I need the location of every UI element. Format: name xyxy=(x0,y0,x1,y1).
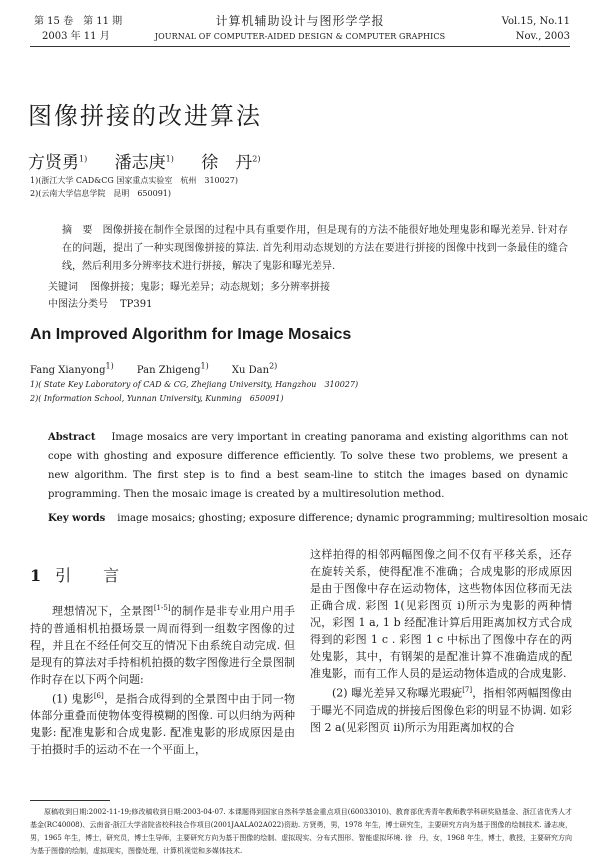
body-column-left xyxy=(30,600,295,758)
footnote-divider xyxy=(30,800,110,801)
affiliations-cn xyxy=(30,174,238,200)
author-en: Xu Dan$^{2)}$ xyxy=(231,362,278,377)
section-number: 1 xyxy=(30,566,42,585)
paragraph: (1) 鬼影[6]，是指合成得到的全景图中由于同一物体部分重叠而使物体变得模糊的图像. 可以归纳为两种鬼影: 配准鬼影和合成鬼影. 配准鬼影的形成原因是由于拍摄时手的运动不在一个平面上， xyxy=(30,691,295,757)
paper-title-en: An Improved Algorithm for Image Mosaics xyxy=(30,326,352,343)
author-en: Fang Xianyong$^{1)}$ xyxy=(30,362,114,377)
volume-issue-cn: 第 15 卷 第 11 期 xyxy=(34,16,123,27)
abstract-text-cn: 图像拼接在制作全景图的过程中具有重要作用，但是现有的方法不能很好地处理鬼影和曝光差异. 针对存在的问题，提出了一种实现图像拼接的算法. 首先利用动态规划的方法在要进行拼接的图像中找到一条最佳的缝合线，然后利用多分辨率技术进行拼接，解决了鬼影和曝光差异. xyxy=(62,225,569,272)
paper-title-cn: 图像拼接的改进算法 xyxy=(28,102,262,130)
citation[interactable]: [1-5] xyxy=(153,604,171,612)
paragraph: 这样拍得的相邻两幅图像之间不仅有平移关系，还存在旋转关系，使得配准不准确；合成鬼影的形成原因是由于图像中存在运动物体，这些物体因位移而无法正确合成. 彩图 1(见彩图页 i)所示为鬼影的两种情况，彩图 1 a, 1 b 经配准计算后用距离加权方式合成得到的彩图 1 c . 彩图 1 c 中标出了图像中存在的两处鬼影，其中，有钢架的是配准计算不准确造成的配准鬼影，而有工作人员的是运动物体造成的合成鬼影. xyxy=(310,548,572,680)
date-en: Nov., 2003 xyxy=(515,31,570,42)
abstract-cn xyxy=(62,222,568,276)
journal-name-cn: 计算机辅助设计与图形学学报 xyxy=(215,14,385,28)
section-title: 引 言 xyxy=(55,566,120,585)
body-column-right xyxy=(310,546,572,736)
paragraph: (2) 曝光差异又称曝光瑕疵[7]，指相邻两幅图像由于曝光不同造成的拼接后图像色彩的明显不协调. 如彩图 2 a(见彩图页 ii)所示为用距离加权的合 xyxy=(310,686,573,734)
affiliation-en: 1)( State Key Laboratory of CAD & CG, Zhejiang University, Hangzhou 310027) xyxy=(30,380,359,389)
section-heading xyxy=(30,563,119,586)
issue-info-en xyxy=(502,14,570,44)
abstract-text-en: Image mosaics are very important in creating panorama and existing algorithms can not cope with ghosting and exposure difference efficiently. To solve these two problems, we present a new algorithm. The first step is to find a best seam-line to stitch the images based on dynamic programming. Then the mosaic image is created by a multiresolution method. xyxy=(48,432,568,500)
keywords-block-cn xyxy=(48,279,330,313)
keywords-en xyxy=(48,513,588,524)
affiliation-cn: 1)(浙江大学 CAD&CG 国家重点实验室 杭州 310027) xyxy=(30,176,239,185)
abstract-en xyxy=(48,428,568,504)
volume-issue-en: Vol.15, No.11 xyxy=(501,16,570,27)
date-cn: 2003 年 11 月 xyxy=(42,31,110,42)
paragraph: 理想情况下，全景图[1-5]的制作是非专业用户用手持的普通相机拍摄场景一周而得到一组数字图像的过程，并且在不经任何交互的情况下由系统自动完成. 但是现有的算法对手持相机拍摄的数字图像进行全景图制作时存在以下两个问题: xyxy=(30,604,296,686)
author-list-en xyxy=(30,362,277,376)
journal-name xyxy=(150,14,450,44)
affiliation-cn: 2)(云南大学信息学院 昆明 650091) xyxy=(30,189,171,198)
classification-cn: 中图法分类号 TP391 xyxy=(48,299,153,310)
journal-name-en: JOURNAL OF COMPUTER-AIDED DESIGN & COMPUTER GRAPHICS xyxy=(154,32,446,41)
keywords-label-en: Key words xyxy=(48,513,106,524)
citation[interactable]: [6] xyxy=(93,691,104,700)
author-cn: 潘志庚$^{1)}$ xyxy=(114,153,174,173)
affiliations-en xyxy=(30,378,358,406)
keywords-cn: 关键词 图像拼接；鬼影；曝光差异；动态规划；多分辨率拼接 xyxy=(48,282,330,293)
author-list-cn xyxy=(28,148,260,173)
author-en: Pan Zhigeng$^{1)}$ xyxy=(136,362,209,377)
author-cn: 方贤勇$^{1)}$ xyxy=(28,153,88,173)
citation[interactable]: [7] xyxy=(462,686,473,694)
header-divider xyxy=(30,46,570,47)
author-cn: 徐 丹$^{2)}$ xyxy=(201,153,261,173)
footnote: 原稿收到日期:2002-11-19;修改稿收到日期:2003-04-07. 本课题得到国家自然科学基金重点项目(60033010)、教育部优秀青年教师教学科研奖励基金、浙江省优秀人才基金(RC40008)、云南省-浙江大学省院省校科技合作项目(2001JAALA02A022)资助. 方贤勇，男，1978 年生，博士研究生，主要研究方向为基于图像的绘制技术. 潘志庚，男，1965 年生，博士，研究员，博士生导师，主要研究方向为基于图像的绘制、虚拟现实、分布式图形、智能虚拟环境. 徐 丹，女，1968 年生，博士，教授，主要研究方向为基于图像的绘制，虚拟现实，图像处理，计算机视觉和多媒体技术. xyxy=(30,808,572,855)
issue-info-cn xyxy=(34,14,122,44)
affiliation-en: 2)( Information School, Yunnan University, Kunming 650091) xyxy=(30,394,284,403)
abstract-label-cn: 摘 要 xyxy=(62,225,93,236)
abstract-label-en: Abstract xyxy=(48,432,96,443)
keywords-text-en: image mosaics; ghosting; exposure difference; dynamic programming; multiresoltion mosaic xyxy=(117,513,588,524)
